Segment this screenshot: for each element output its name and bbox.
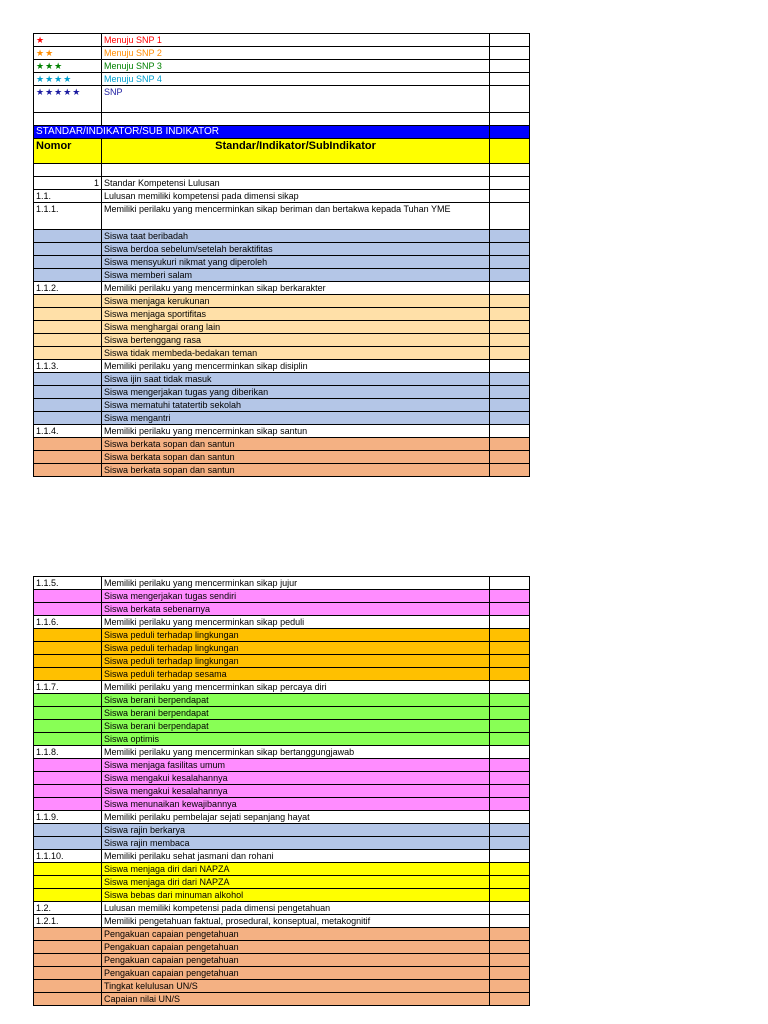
row-description: Siswa berani berpendapat: [102, 707, 490, 720]
row-description: Pengakuan capaian pengetahuan: [102, 967, 490, 980]
row-description: Siswa menjaga diri dari NAPZA: [102, 876, 490, 889]
row-number: [34, 451, 102, 464]
row-number: [34, 399, 102, 412]
table-row: [34, 967, 530, 980]
row-value-cell: [490, 399, 530, 412]
table-row: [34, 798, 530, 811]
row-value-cell: [490, 412, 530, 425]
legend-label: Menuju SNP 2: [102, 47, 490, 60]
legend-row: [34, 60, 530, 73]
header-row: [34, 139, 530, 164]
row-value-cell: [490, 203, 530, 230]
row-number: 1.1.10.: [34, 850, 102, 863]
row-number: [34, 993, 102, 1006]
row-description: Siswa mengerjakan tugas yang diberikan: [102, 386, 490, 399]
row-value-cell: [490, 837, 530, 850]
row-number: [34, 386, 102, 399]
section-title: STANDAR/INDIKATOR/SUB INDIKATOR: [34, 126, 490, 139]
star-rating-icon: ★: [34, 34, 102, 47]
row-value-cell: [490, 759, 530, 772]
legend-section: [34, 34, 530, 126]
table-row: [34, 190, 530, 203]
table-row: [34, 451, 530, 464]
row-value-cell: [490, 720, 530, 733]
row-number: 1.2.1.: [34, 915, 102, 928]
row-description: Siswa ijin saat tidak masuk: [102, 373, 490, 386]
row-number: 1.2.: [34, 902, 102, 915]
row-description: Pengakuan capaian pengetahuan: [102, 941, 490, 954]
row-number: [34, 256, 102, 269]
row-value-cell: [490, 915, 530, 928]
star-rating-icon: ★★: [34, 47, 102, 60]
row-number: 1.1.6.: [34, 616, 102, 629]
row-number: [34, 889, 102, 902]
table-row: [34, 694, 530, 707]
row-value-cell: [490, 256, 530, 269]
row-value-cell: [490, 772, 530, 785]
row-description: Pengakuan capaian pengetahuan: [102, 954, 490, 967]
row-description: Siswa peduli terhadap sesama: [102, 668, 490, 681]
legend-row: [34, 34, 530, 47]
row-description: Siswa berkata sopan dan santun: [102, 451, 490, 464]
row-number: [34, 629, 102, 642]
row-description: Siswa tidak membeda-bedakan teman: [102, 347, 490, 360]
row-description: Siswa mengantri: [102, 412, 490, 425]
row-description: Tingkat kelulusan UN/S: [102, 980, 490, 993]
row-value-cell: [490, 902, 530, 915]
legend-label: Menuju SNP 3: [102, 60, 490, 73]
table-row: [34, 347, 530, 360]
row-value-cell: [490, 798, 530, 811]
table-row: [34, 256, 530, 269]
row-number: [34, 707, 102, 720]
row-number: [34, 438, 102, 451]
row-number: [34, 863, 102, 876]
row-value-cell: [490, 373, 530, 386]
row-value-cell: [490, 681, 530, 694]
table-row: [34, 993, 530, 1006]
star-rating-icon: ★★★★: [34, 73, 102, 86]
row-description: Siswa bertenggang rasa: [102, 334, 490, 347]
row-value-cell: [490, 811, 530, 824]
table-row: [34, 759, 530, 772]
row-number: 1.1.: [34, 190, 102, 203]
row-number: [34, 941, 102, 954]
table-row: [34, 464, 530, 477]
row-description: Siswa menjaga kerukunan: [102, 295, 490, 308]
row-number: [34, 980, 102, 993]
row-description: Siswa peduli terhadap lingkungan: [102, 655, 490, 668]
row-value-cell: [490, 980, 530, 993]
row-description: Siswa taat beribadah: [102, 230, 490, 243]
row-description: Siswa mensyukuri nikmat yang diperoleh: [102, 256, 490, 269]
row-description: Memiliki perilaku yang mencerminkan sikap santun: [102, 425, 490, 438]
row-description: Siswa bebas dari minuman alkohol: [102, 889, 490, 902]
row-description: Memiliki perilaku pembelajar sejati sepanjang hayat: [102, 811, 490, 824]
table1-rows: [34, 164, 530, 477]
table-row: [34, 295, 530, 308]
row-number: [34, 733, 102, 746]
row-description: Pengakuan capaian pengetahuan: [102, 928, 490, 941]
row-value-cell: [490, 616, 530, 629]
row-number: [34, 347, 102, 360]
table-row: [34, 282, 530, 295]
table-row: [34, 230, 530, 243]
row-number: [34, 590, 102, 603]
row-value-cell: [490, 360, 530, 373]
row-value-cell: [490, 655, 530, 668]
row-number: [34, 334, 102, 347]
row-description: Memiliki perilaku yang mencerminkan sikap berkarakter: [102, 282, 490, 295]
row-description: Siswa optimis: [102, 733, 490, 746]
row-description: Memiliki perilaku yang mencerminkan sikap beriman dan bertakwa kepada Tuhan YME: [102, 203, 490, 230]
row-value-cell: [490, 464, 530, 477]
table-row: [34, 772, 530, 785]
row-value-cell: [490, 941, 530, 954]
row-value-cell: [490, 954, 530, 967]
row-number: [34, 308, 102, 321]
row-number: [34, 642, 102, 655]
row-value-cell: [490, 269, 530, 282]
row-number: [34, 269, 102, 282]
table-row: [34, 824, 530, 837]
section-title-row: [34, 126, 530, 139]
legend-row: [34, 73, 530, 86]
row-number: [34, 694, 102, 707]
row-number: [34, 798, 102, 811]
row-value-cell: [490, 733, 530, 746]
table-row: [34, 642, 530, 655]
row-value-cell: [490, 889, 530, 902]
row-number: [34, 837, 102, 850]
row-number: [34, 785, 102, 798]
row-description: Memiliki perilaku yang mencerminkan sikap jujur: [102, 577, 490, 590]
row-value-cell: [490, 876, 530, 889]
indicator-table-part1: [33, 33, 530, 477]
row-value-cell: [490, 967, 530, 980]
table-row: [34, 425, 530, 438]
row-description: Siswa menjaga diri dari NAPZA: [102, 863, 490, 876]
table-row: [34, 980, 530, 993]
table-row: [34, 399, 530, 412]
row-description: Siswa peduli terhadap lingkungan: [102, 629, 490, 642]
row-value-cell: [490, 438, 530, 451]
table-row: [34, 177, 530, 190]
row-description: Siswa peduli terhadap lingkungan: [102, 642, 490, 655]
table-row: [34, 386, 530, 399]
row-description: Lulusan memiliki kompetensi pada dimensi sikap: [102, 190, 490, 203]
row-value-cell: [490, 308, 530, 321]
table-row: [34, 707, 530, 720]
row-value-cell: [490, 746, 530, 759]
row-number: [34, 772, 102, 785]
row-description: Siswa rajin berkarya: [102, 824, 490, 837]
table-row: [34, 321, 530, 334]
table-row: [34, 616, 530, 629]
row-description: Memiliki perilaku sehat jasmani dan rohani: [102, 850, 490, 863]
legend-label: Menuju SNP 4: [102, 73, 490, 86]
row-number: 1.1.1.: [34, 203, 102, 230]
legend-row: [34, 47, 530, 60]
row-number: [34, 464, 102, 477]
table-row: [34, 603, 530, 616]
row-number: 1.1.7.: [34, 681, 102, 694]
row-value-cell: [490, 451, 530, 464]
row-number: [34, 603, 102, 616]
legend-row: [34, 86, 530, 113]
legend-label: SNP: [102, 86, 490, 113]
table-row: [34, 837, 530, 850]
row-value-cell: [490, 993, 530, 1006]
row-description: Memiliki perilaku yang mencerminkan sikap percaya diri: [102, 681, 490, 694]
row-description: Siswa berani berpendapat: [102, 720, 490, 733]
table-row: [34, 438, 530, 451]
row-number: [34, 373, 102, 386]
table-row: [34, 954, 530, 967]
row-number: 1.1.3.: [34, 360, 102, 373]
row-description: Siswa mengakui kesalahannya: [102, 785, 490, 798]
row-number: [34, 759, 102, 772]
row-description: Siswa berkata sopan dan santun: [102, 438, 490, 451]
row-description: Memiliki perilaku yang mencerminkan sikap peduli: [102, 616, 490, 629]
table-row: [34, 863, 530, 876]
row-value-cell: [490, 425, 530, 438]
row-number: [34, 243, 102, 256]
table-row: [34, 928, 530, 941]
table-row: [34, 915, 530, 928]
row-value-cell: [490, 707, 530, 720]
row-description: Siswa berkata sopan dan santun: [102, 464, 490, 477]
row-number: [34, 655, 102, 668]
row-value-cell: [490, 590, 530, 603]
row-value-cell: [490, 190, 530, 203]
row-number: 1.1.2.: [34, 282, 102, 295]
star-rating-icon: ★★★: [34, 60, 102, 73]
table-row: [34, 746, 530, 759]
table-row: [34, 941, 530, 954]
row-number: 1: [34, 177, 102, 190]
row-value-cell: [490, 850, 530, 863]
table-row: [34, 811, 530, 824]
table-row: [34, 629, 530, 642]
table-row: [34, 412, 530, 425]
table-row: [34, 360, 530, 373]
table-row: [34, 243, 530, 256]
row-value-cell: [490, 928, 530, 941]
row-value-cell: [490, 785, 530, 798]
row-description: Siswa berkata sebenarnya: [102, 603, 490, 616]
row-number: [34, 295, 102, 308]
table-row: [34, 889, 530, 902]
row-number: [34, 824, 102, 837]
table-row: [34, 577, 530, 590]
row-description: Siswa menunaikan kewajibannya: [102, 798, 490, 811]
table2-rows: [34, 577, 530, 1006]
row-number: [34, 668, 102, 681]
row-description: Memiliki perilaku yang mencerminkan sikap disiplin: [102, 360, 490, 373]
row-value-cell: [490, 629, 530, 642]
row-value-cell: [490, 347, 530, 360]
row-description: Siswa berdoa sebelum/setelah beraktifitas: [102, 243, 490, 256]
table-row: [34, 876, 530, 889]
row-value-cell: [490, 282, 530, 295]
row-description: Siswa mematuhi tatatertib sekolah: [102, 399, 490, 412]
table-row: [34, 850, 530, 863]
row-value-cell: [490, 243, 530, 256]
star-rating-icon: ★★★★★: [34, 86, 102, 113]
row-description: Memiliki pengetahuan faktual, prosedural, konseptual, metakognitif: [102, 915, 490, 928]
row-description: Siswa menghargai orang lain: [102, 321, 490, 334]
row-value-cell: [490, 334, 530, 347]
row-number: [34, 928, 102, 941]
row-number: [34, 720, 102, 733]
row-value-cell: [490, 824, 530, 837]
header-nomor: Nomor: [34, 139, 102, 164]
row-number: 1.1.9.: [34, 811, 102, 824]
row-number: [34, 230, 102, 243]
row-description: Siswa menjaga sportifitas: [102, 308, 490, 321]
row-number: 1.1.5.: [34, 577, 102, 590]
row-number: [34, 954, 102, 967]
row-value-cell: [490, 642, 530, 655]
header-standar: Standar/Indikator/SubIndikator: [102, 139, 490, 164]
table-row: [34, 308, 530, 321]
table-row: [34, 655, 530, 668]
row-value-cell: [490, 230, 530, 243]
row-description: Siswa berani berpendapat: [102, 694, 490, 707]
table-row: [34, 590, 530, 603]
table-row: [34, 203, 530, 230]
table-row: [34, 373, 530, 386]
row-value-cell: [490, 668, 530, 681]
row-description: Siswa menjaga fasilitas umum: [102, 759, 490, 772]
legend-label: Menuju SNP 1: [102, 34, 490, 47]
row-value-cell: [490, 386, 530, 399]
table-row: [34, 668, 530, 681]
row-value-cell: [490, 603, 530, 616]
row-description: Memiliki perilaku yang mencerminkan sikap bertanggungjawab: [102, 746, 490, 759]
row-description: Siswa mengerjakan tugas sendiri: [102, 590, 490, 603]
table-row: [34, 785, 530, 798]
table-row: [34, 902, 530, 915]
row-description: Standar Kompetensi Lulusan: [102, 177, 490, 190]
row-number: [34, 876, 102, 889]
row-number: [34, 321, 102, 334]
row-description: Siswa mengakui kesalahannya: [102, 772, 490, 785]
row-description: Lulusan memiliki kompetensi pada dimensi pengetahuan: [102, 902, 490, 915]
row-value-cell: [490, 321, 530, 334]
row-description: Siswa rajin membaca: [102, 837, 490, 850]
table-row: [34, 681, 530, 694]
row-description: Capaian nilai UN/S: [102, 993, 490, 1006]
row-value-cell: [490, 863, 530, 876]
row-number: 1.1.4.: [34, 425, 102, 438]
table-row: [34, 720, 530, 733]
row-value-cell: [490, 577, 530, 590]
row-description: Siswa memberi salam: [102, 269, 490, 282]
row-number: [34, 412, 102, 425]
indicator-table-part2: [33, 576, 530, 1006]
table-row: [34, 269, 530, 282]
row-number: 1.1.8.: [34, 746, 102, 759]
row-value-cell: [490, 177, 530, 190]
row-number: [34, 967, 102, 980]
table-row: [34, 733, 530, 746]
table-row: [34, 334, 530, 347]
row-value-cell: [490, 694, 530, 707]
row-value-cell: [490, 295, 530, 308]
